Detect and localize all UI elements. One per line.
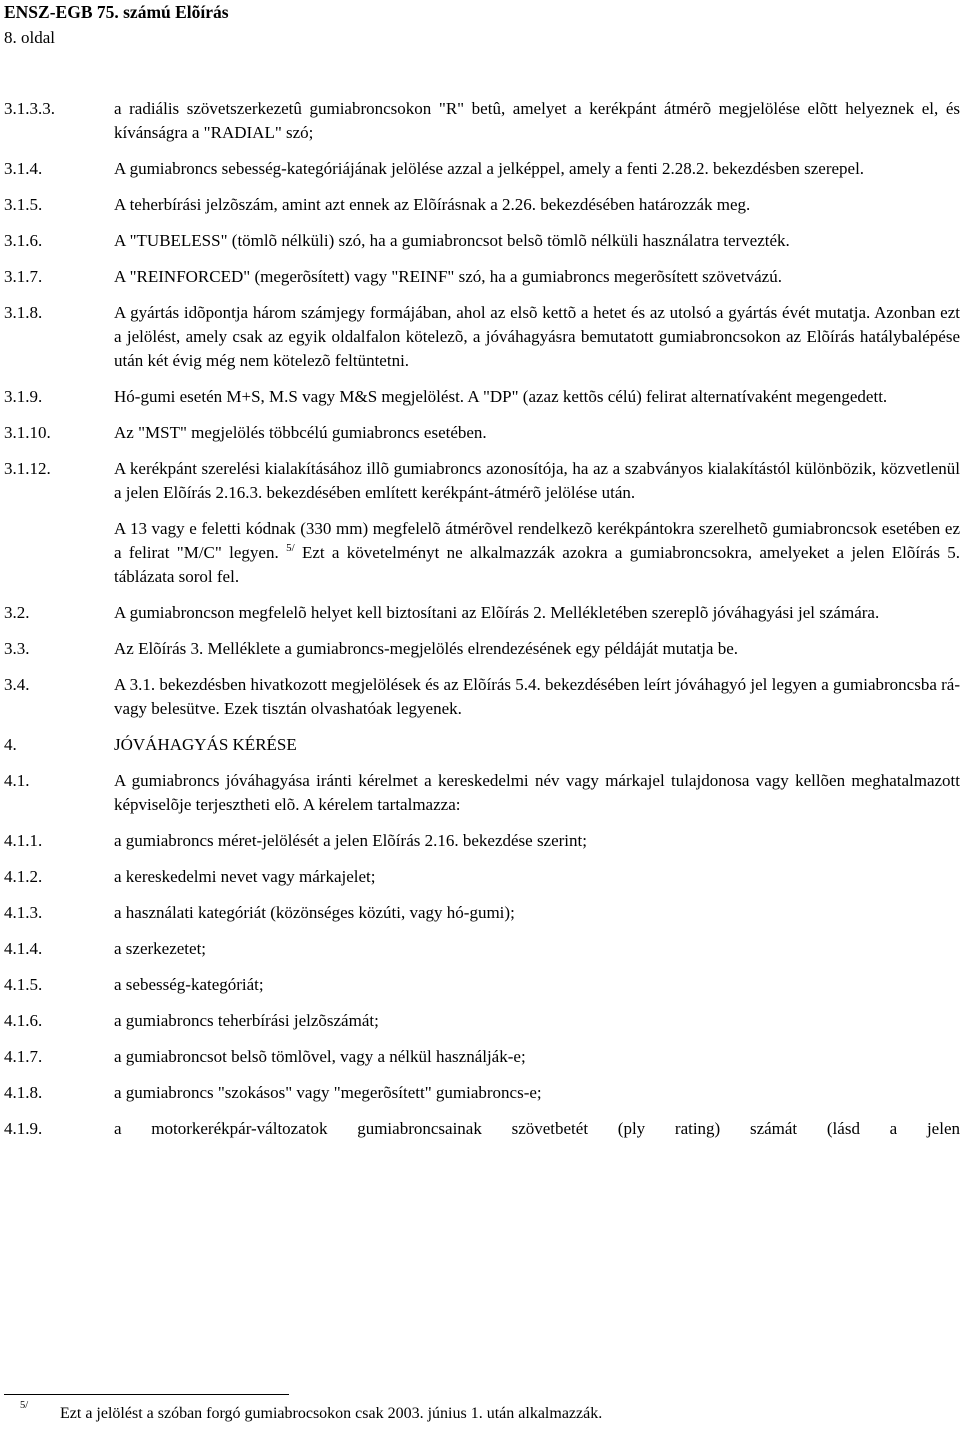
item-number: 3.1.5. — [4, 195, 43, 214]
item-text: A teherbírási jelzõszám, amint azt ennek az Elõírásnak a 2.26. bekezdésében határozzák meg. — [114, 195, 751, 214]
item-number: 4.1.7. — [4, 1047, 43, 1066]
list-item — [4, 193, 960, 217]
item-text: a használati kategóriát (közönséges közúti, vagy hó-gumi); — [114, 903, 515, 922]
list-item — [4, 601, 960, 625]
list-item — [4, 385, 960, 409]
item-number: 4.1.8. — [4, 1083, 43, 1102]
list-item — [4, 829, 960, 853]
section-heading — [4, 733, 960, 757]
item-number: 3.1.8. — [4, 303, 43, 322]
list-item — [4, 421, 960, 445]
list-item — [4, 673, 960, 721]
item-number: 4.1.5. — [4, 975, 43, 994]
item-text: A gumiabroncs jóváhagyása iránti kérelmet a kereskedelmi név vagy márkajel tulajdonosa vagy kellõen meghatalmazott képviselõje terjesztheti elõ. A kérelem tartalmazza: — [114, 771, 960, 814]
continuation-paragraph — [4, 517, 960, 589]
item-number: 4.1.1. — [4, 831, 43, 850]
section-number: 4. — [4, 735, 17, 754]
list-item — [4, 769, 960, 817]
item-number: 3.1.9. — [4, 387, 43, 406]
item-text: a gumiabroncs teherbírási jelzõszámát; — [114, 1011, 379, 1030]
item-number: 4.1.9. — [4, 1119, 43, 1138]
item-text: A kerékpánt szerelési kialakításához illõ gumiabroncs azonosítója, ha az a szabványos kialakítástól különbözik, közvetlenül a jelen Elõírás 2.16.3. bekezdésében említett kerékpánt-átmérõ jelölése után. — [114, 459, 960, 502]
list-item — [4, 1045, 960, 1069]
item-number: 3.4. — [4, 675, 30, 694]
item-text: Hó-gumi esetén M+S, M.S vagy M&S megjelölést. A "DP" (azaz kettõs célú) felirat alternatívaként megengedett. — [114, 387, 888, 406]
list-item — [4, 157, 960, 181]
item-text: a szerkezetet; — [114, 939, 207, 958]
item-text: a gumiabroncs "szokásos" vagy "megerõsített" gumiabroncs-e; — [114, 1083, 542, 1102]
footnote-mark: 5/ — [20, 1400, 29, 1411]
list-item — [4, 457, 960, 505]
list-item — [4, 97, 960, 145]
list-item — [4, 637, 960, 661]
continuation-text-before: A 13 vagy e feletti kódnak (330 mm) megfelelõ átmérõvel rendelkezõ kerékpántokra szerelhetõ gumiabroncsok esetében ez a felirat "M/C" legyen. — [114, 519, 960, 562]
list-item — [4, 973, 960, 997]
footnote-reference: 5/ — [286, 542, 295, 554]
item-text: A "TUBELESS" (tömlõ nélküli) szó, ha a gumiabroncsot belsõ tömlõ nélküli használatra tervezték. — [114, 231, 790, 250]
item-text: a motorkerékpár-változatok gumiabroncsainak szövetbetét (ply rating) számát (lásd a jelen — [114, 1119, 960, 1138]
item-number: 3.1.4. — [4, 159, 43, 178]
item-number: 3.1.12. — [4, 459, 51, 478]
list-item — [4, 1117, 960, 1141]
item-text: a sebesség-kategóriát; — [114, 975, 264, 994]
document-title: ENSZ-EGB 75. számú Elõírás — [4, 2, 229, 22]
list-item — [4, 301, 960, 373]
item-number: 4.1. — [4, 771, 30, 790]
item-number: 4.1.6. — [4, 1011, 43, 1030]
item-text: A gumiabroncson megfelelõ helyet kell biztosítani az Elõírás 2. Mellékletében szereplõ jóváhagyási jel számára. — [114, 603, 880, 622]
item-text: a gumiabroncs méret-jelölését a jelen Elõírás 2.16. bekezdése szerint; — [114, 831, 587, 850]
item-number: 3.1.6. — [4, 231, 43, 250]
footnote-text: Ezt a jelölést a szóban forgó gumiabrocsokon csak 2003. június 1. után alkalmazzák. — [60, 1405, 603, 1422]
item-number: 4.1.3. — [4, 903, 43, 922]
document-body — [4, 97, 960, 1153]
item-text: a kereskedelmi nevet vagy márkajelet; — [114, 867, 376, 886]
page-number: 8. oldal — [4, 28, 55, 47]
list-item — [4, 901, 960, 925]
item-text: A gyártás idõpontja három számjegy formájában, ahol az elsõ kettõ a hetet és az utolsó a gyártás évét mutatja. Azonban ezt a jelölést, amely csak az egyik oldalfalon kötelezõ, a jóváhagyásra bemutatott gumiabroncsokon az Elõírás hatálybalépése után két évig még nem kötelezõ feltüntetni. — [114, 303, 960, 370]
page-header — [4, 0, 229, 50]
item-text: a radiális szövetszerkezetû gumiabroncsokon "R" betû, amelyet a kerékpánt átmérõ megjelölése elõtt helyeznek el, és kívánságra a "RADIAL" szó; — [114, 99, 960, 142]
list-item — [4, 265, 960, 289]
item-number: 3.1.7. — [4, 267, 43, 286]
list-item — [4, 937, 960, 961]
item-text: Az "MST" megjelölés többcélú gumiabroncs esetében. — [114, 423, 487, 442]
list-item — [4, 1009, 960, 1033]
item-number: 3.1.3.3. — [4, 99, 55, 118]
item-text: A gumiabroncs sebesség-kategóriájának jelölése azzal a jelképpel, amely a fenti 2.28.2. bekezdésben szerepel. — [114, 159, 865, 178]
item-number: 3.3. — [4, 639, 30, 658]
item-text: A "REINFORCED" (megerõsített) vagy "REINF" szó, ha a gumiabroncs megerõsített szövetvázú. — [114, 267, 782, 286]
item-number: 4.1.2. — [4, 867, 43, 886]
item-number: 3.2. — [4, 603, 30, 622]
footnote-divider — [4, 1394, 289, 1395]
item-number: 4.1.4. — [4, 939, 43, 958]
item-number: 3.1.10. — [4, 423, 51, 442]
continuation-text-after: Ezt a követelményt ne alkalmazzák azokra a gumiabroncsokra, amelyeket a jelen Elõírás 5. táblázata sorol fel. — [114, 543, 960, 586]
list-item — [4, 1081, 960, 1105]
item-text: Az Elõírás 3. Melléklete a gumiabroncs-megjelölés elrendezésének egy példáját mutatja be. — [114, 639, 739, 658]
list-item — [4, 865, 960, 889]
item-text: A 3.1. bekezdésben hivatkozott megjelölések és az Elõírás 5.4. bekezdésében leírt jóváhagyó jel legyen a gumiabroncsba rá- vagy belesütve. Ezek tisztán olvashatóak legyenek. — [114, 675, 960, 718]
item-text: a gumiabroncsot belsõ tömlõvel, vagy a nélkül használják-e; — [114, 1047, 526, 1066]
section-title: JÓVÁHAGYÁS KÉRÉSE — [114, 735, 297, 754]
list-item — [4, 229, 960, 253]
